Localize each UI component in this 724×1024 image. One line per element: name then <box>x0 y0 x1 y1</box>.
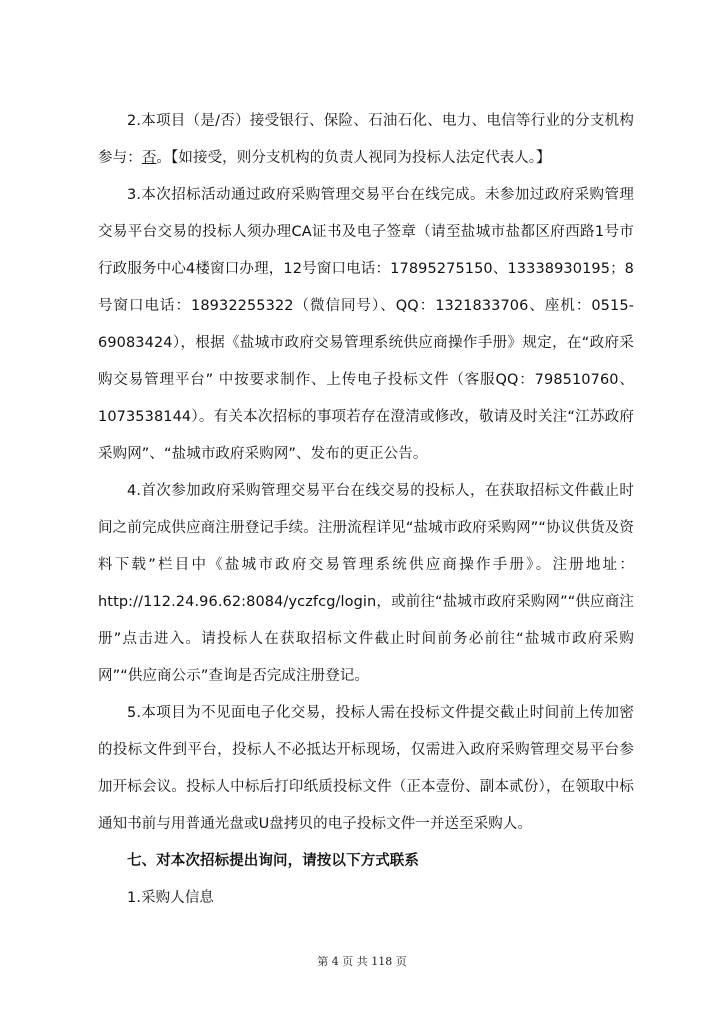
paragraph-2-note: 。【如接受，则分支机构的负责人视同为投标人法定代表人。】 <box>156 150 551 166</box>
subsection-1-title: 1.采购人信息 <box>127 890 215 906</box>
page-footer: 第 4 页 共 118 页 <box>317 955 407 968</box>
paragraph-2 <box>98 103 634 177</box>
paragraph-5: 5.本项目为不见面电子化交易，投标人需在投标文件提交截止时间前上传加密的投标文件到平台，投标人不必抵达开标现场，仅需进入政府采购管理交易平台参加开标会议。投标人中标后打印纸质投标文件（正本壹份、副本贰份），在领取中标通知书前与用普通光盘或U盘拷贝的电子投标文件一并送至采购人。 <box>98 705 634 832</box>
paragraph-3: 3.本次招标活动通过政府采购管理交易平台在线完成。未参加过政府采购管理交易平台交易的投标人须办理CA证书及电子签章（请至盐城市盐都区府西路1号市行政服务中心4楼窗口办理，12号窗口电话：17895275150、13338930195；8号窗口电话：18932255322（微信同号）、QQ：1321833706、座机：0515-69083424），根据《盐城市政府交易管理系统供应商操作手册》规定，在“政府采购交易管理平台” 中按要求制作、上传电子投标文件（客服QQ：798510760、1073538144）。有关本次招标的事项若存在澄清或修改，敬请及时关注“江苏政府采购网”、“盐城市政府采购网”、发布的更正公告。 <box>98 187 634 462</box>
document-body <box>98 103 634 917</box>
paragraph-4: 4.首次参加政府采购管理交易平台在线交易的投标人，在获取招标文件截止时间之前完成供应商注册登记手续。注册流程详见“盐城市政府采购网”“协议供货及资料下载”栏目中《盐城市政府交易管理系统供应商操作手册》。注册地址：http://112.24.96.62:8084/yczfcg/login，或前往“盐城市政府采购网”“供应商注册”点击进入。请投标人在获取招标文件截止时间前务必前往“盐城市政府采购网”“供应商公示”查询是否完成注册登记。 <box>98 483 634 684</box>
section-heading-7: 七、对本次招标提出询问，请按以下方式联系 <box>127 853 419 869</box>
paragraph-2-text: 2.本项目（是/否）接受银行、保险、石油石化、电力、电信等行业的分支机构参与： <box>98 113 634 166</box>
paragraph-2-answer: 否 <box>141 150 157 166</box>
